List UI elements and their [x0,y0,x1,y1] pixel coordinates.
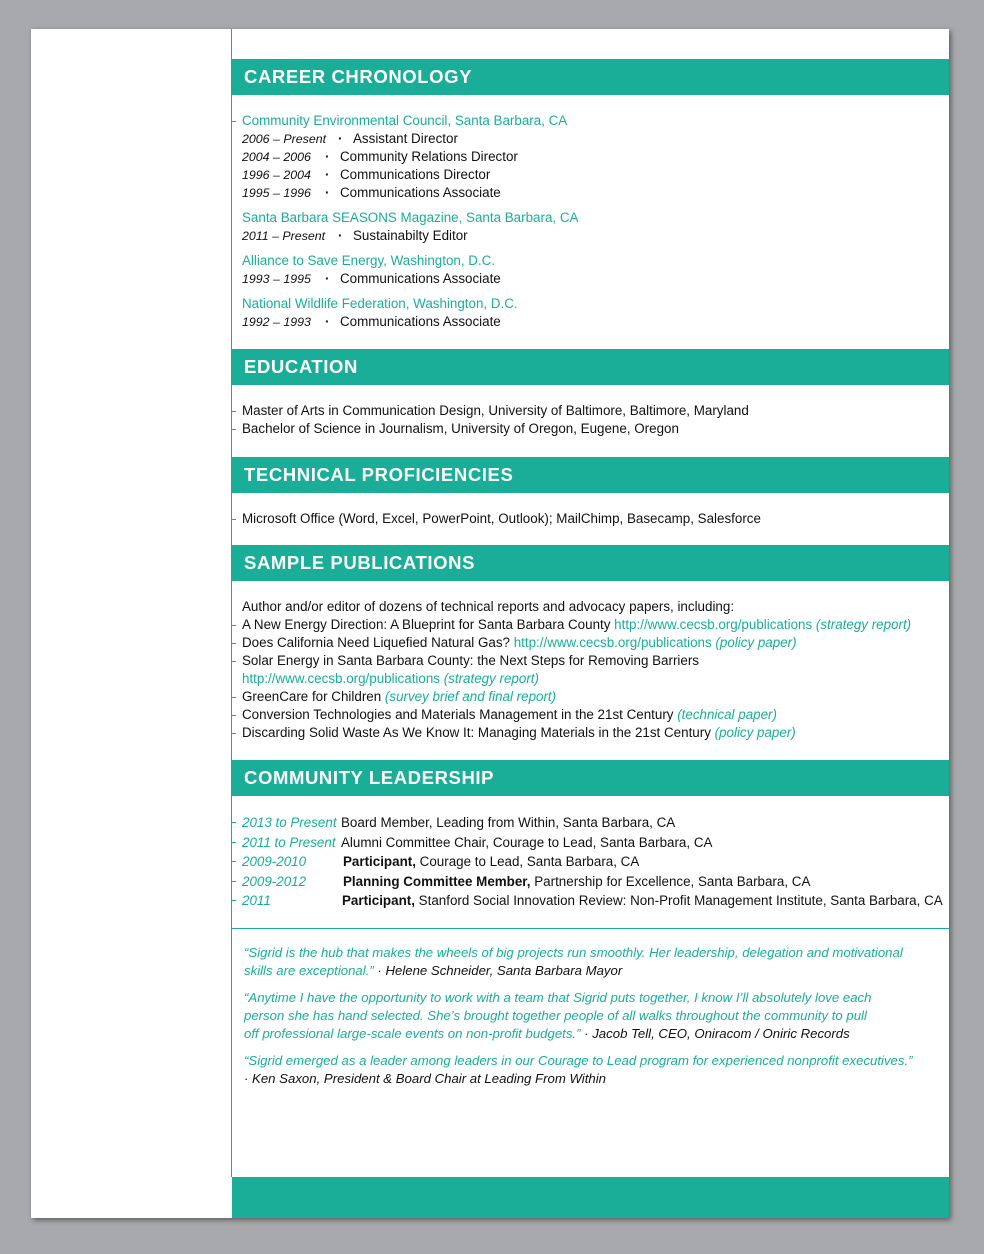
education-item: Master of Arts in Communication Design, University of Baltimore, Baltimore, Maryland [232,402,949,420]
education-list [232,402,949,438]
publication-item-cont: http://www.cecsb.org/publications (strategy report) [242,671,539,686]
leadership-list [232,813,949,911]
career-role: 1996 – 2004 · Communications Director [242,167,491,182]
career-org: National Wildlife Federation, Washington, D.C. [242,296,518,311]
testimonials [232,944,949,1088]
career-heading: CAREER CHRONOLOGY [232,59,949,95]
testimonial: “Anytime I have the opportunity to work with a team that Sigrid puts together, I know I’ll absolutely love each person she has hand selected. She’s brought together people of all walks throughout the community to pull off professional large-scale events on non-profit budgets.” · Jacob Tell, CEO, Oniracom / Oniric Records [244,990,872,1041]
publication-item: GreenCare for Children (survey brief and final report) [232,688,949,706]
publication-item: A New Energy Direction: A Blueprint for Santa Barbara County http://www.cecsb.org/publications (strategy report) [232,616,949,634]
leadership-item: 2011 Participant, Stanford Social Innovation Review: Non-Profit Management Institute, Santa Barbara, CA [232,891,949,911]
education-heading: EDUCATION [232,349,949,385]
resume-page [31,29,949,1218]
education-item: Bachelor of Science in Journalism, University of Oregon, Eugene, Oregon [232,420,949,438]
leadership-item: 2011 to Present Alumni Committee Chair, Courage to Lead, Santa Barbara, CA [232,833,949,853]
career-role: 2004 – 2006 · Community Relations Director [242,149,518,164]
footer-band [232,1177,949,1218]
testimonial: “Sigrid emerged as a leader among leaders in our Courage to Lead program for experienced nonprofit executives.” · Ken Saxon, President & Board Chair at Leading From Within [244,1053,913,1086]
publication-item: Does California Need Liquefied Natural Gas? http://www.cecsb.org/publications (policy paper) [232,634,949,652]
technical-list [232,510,949,528]
career-org: Community Environmental Council, Santa Barbara, CA [232,112,949,130]
publications-list [232,598,949,742]
career-role: 1992 – 1993 · Communications Associate [242,314,501,329]
career-list [232,112,949,331]
career-role: 1995 – 1996 · Communications Associate [242,185,501,200]
publications-heading: SAMPLE PUBLICATIONS [232,545,949,581]
career-org: Alliance to Save Energy, Washington, D.C. [242,253,496,268]
career-role: 1993 – 1995 · Communications Associate [242,271,501,286]
technical-item: Microsoft Office (Word, Excel, PowerPoint, Outlook); MailChimp, Basecamp, Salesforce [232,510,949,528]
horizontal-rule [231,928,949,929]
publications-intro: Author and/or editor of dozens of technical reports and advocacy papers, including: [242,599,735,614]
career-org: Santa Barbara SEASONS Magazine, Santa Barbara, CA [242,210,579,225]
career-role: 2006 – Present · Assistant Director [242,131,458,146]
publication-item: Conversion Technologies and Materials Management in the 21st Century (technical paper) [232,706,949,724]
testimonial: “Sigrid is the hub that makes the wheels of big projects run smoothly. Her leadership, delegation and motivational skills are exceptional.” · Helene Schneider, Santa Barbara Mayor [244,945,903,978]
leadership-item: 2009-2010 Participant, Courage to Lead, Santa Barbara, CA [232,852,949,872]
leadership-item: 2013 to Present Board Member, Leading from Within, Santa Barbara, CA [232,813,949,833]
career-role: 2011 – Present · Sustainabilty Editor [242,228,468,243]
leadership-item: 2009-2012 Planning Committee Member, Partnership for Excellence, Santa Barbara, CA [232,872,949,892]
publication-item: Solar Energy in Santa Barbara County: the Next Steps for Removing Barriers [232,652,949,670]
technical-heading: TECHNICAL PROFICIENCIES [232,457,949,493]
publication-item: Discarding Solid Waste As We Know It: Managing Materials in the 21st Century (policy paper) [232,724,949,742]
leadership-heading: COMMUNITY LEADERSHIP [232,760,949,796]
